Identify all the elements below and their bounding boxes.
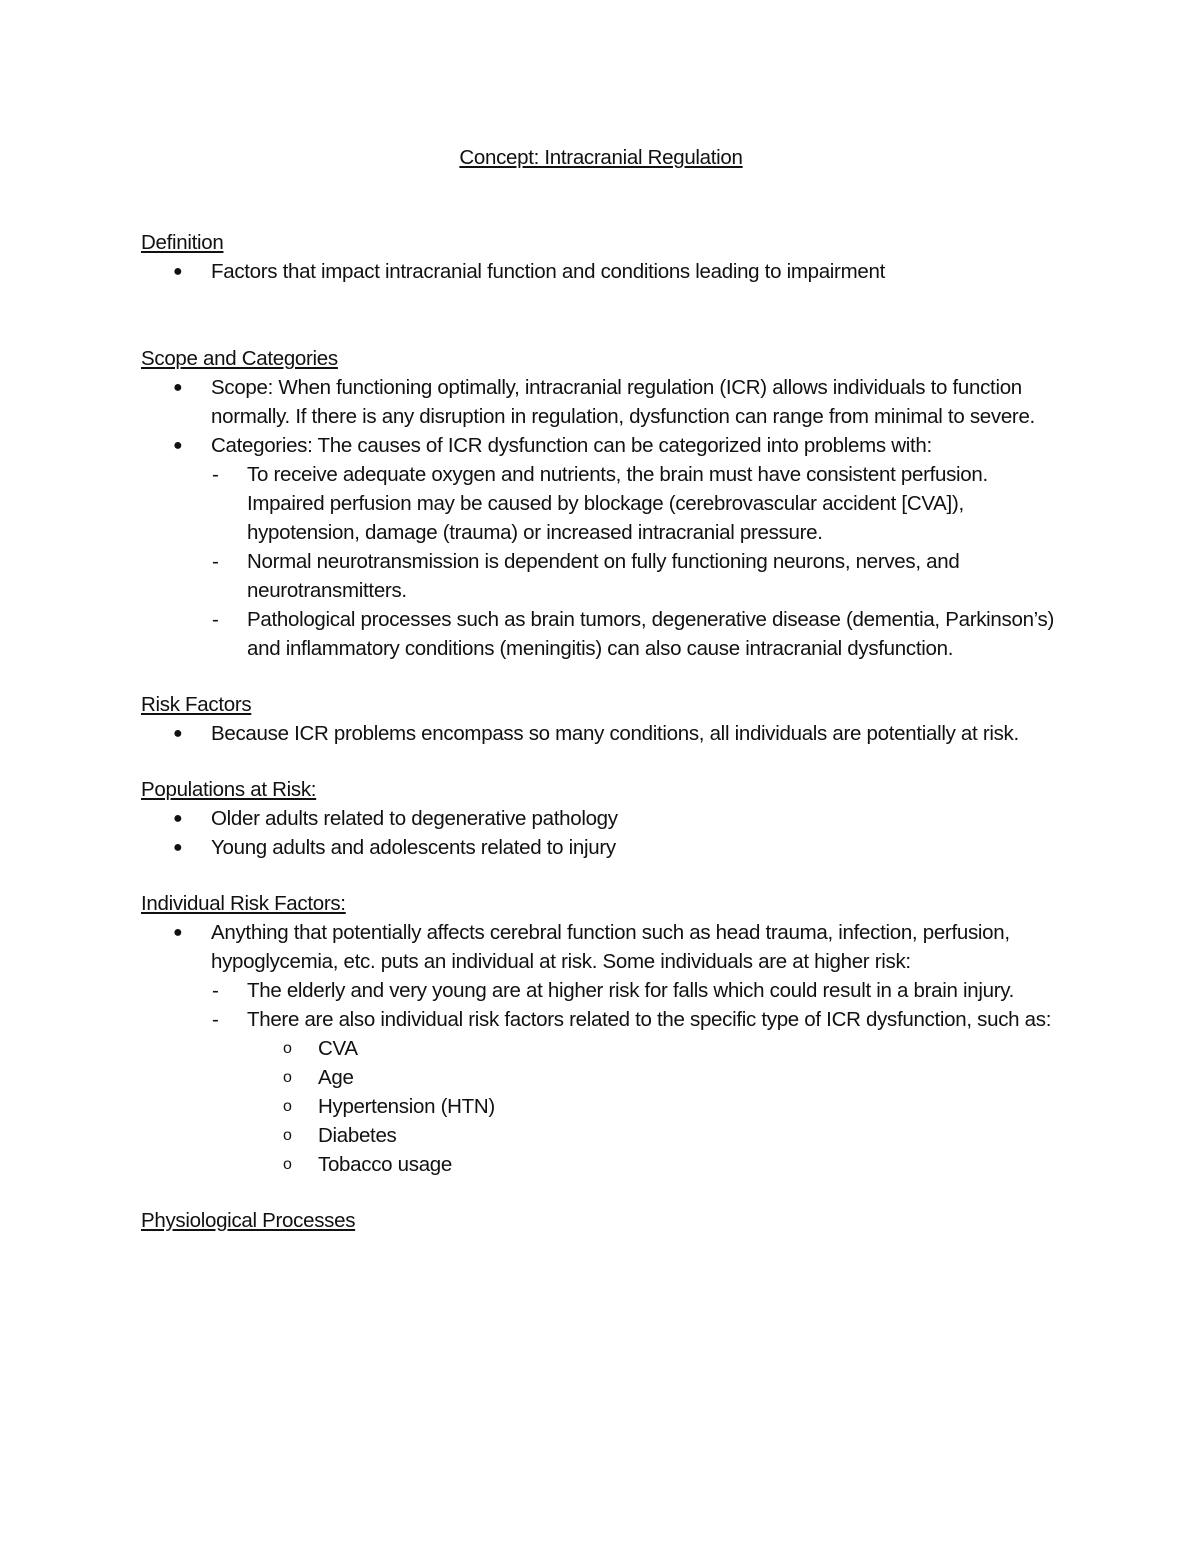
circle-bullet-icon: o (283, 1156, 292, 1173)
list-item (173, 833, 1061, 862)
sublist-item (212, 460, 1061, 547)
populations-heading: Populations at Risk: (141, 778, 317, 801)
populations-section (141, 775, 1061, 862)
list-item-text: Scope: When functioning optimally, intracranial regulation (ICR) allows individuals to function normally. If there is any disruption in regulation, dysfunction can range from minimal to severe. (211, 376, 1035, 428)
risk-factors-list (141, 719, 1061, 748)
list-item-text: Older adults related to degenerative pathology (211, 807, 618, 830)
circle-bullet-icon: o (283, 1098, 292, 1115)
individual-risk-heading: Individual Risk Factors: (141, 892, 346, 915)
specific-risk-text: Diabetes (318, 1124, 397, 1147)
sublist-item (212, 1005, 1061, 1179)
definition-list (141, 257, 1061, 286)
specific-risk-text: Age (318, 1066, 354, 1089)
bullet-icon: ● (173, 379, 183, 396)
list-item (173, 719, 1061, 748)
specific-risk-item (283, 1092, 1061, 1121)
list-item-text: Factors that impact intracranial function and conditions leading to impairment (211, 260, 885, 283)
circle-bullet-icon: o (283, 1069, 292, 1086)
list-item (173, 431, 1061, 663)
sublist-item (212, 605, 1061, 663)
list-item-text: Anything that potentially affects cerebral function such as head trauma, infection, perfusion, hypoglycemia, etc. puts an individual at risk. Some individuals are at higher risk: (211, 921, 1010, 973)
list-item-text: Because ICR problems encompass so many conditions, all individuals are potentially at risk. (211, 722, 1019, 745)
definition-heading: Definition (141, 231, 224, 254)
scope-section (141, 344, 1061, 663)
populations-list (141, 804, 1061, 862)
specific-risk-item (283, 1034, 1061, 1063)
individual-risk-list (141, 918, 1061, 1179)
dash-icon: - (212, 550, 219, 573)
scope-list (141, 373, 1061, 663)
risk-factors-heading: Risk Factors (141, 693, 252, 716)
bullet-icon: ● (173, 839, 183, 856)
bullet-icon: ● (173, 263, 183, 280)
dash-icon: - (212, 979, 219, 1002)
sublist-item-text: The elderly and very young are at higher risk for falls which could result in a brain injury. (247, 979, 1015, 1002)
bullet-icon: ● (173, 924, 183, 941)
list-item (173, 373, 1061, 431)
physiological-heading: Physiological Processes (141, 1209, 356, 1232)
specific-risk-item (283, 1121, 1061, 1150)
scope-heading: Scope and Categories (141, 347, 338, 370)
bullet-icon: ● (173, 437, 183, 454)
specific-risk-list (247, 1034, 1061, 1179)
bullet-icon: ● (173, 725, 183, 742)
categories-sublist (211, 460, 1061, 663)
individual-risk-sublist (211, 976, 1061, 1179)
risk-factors-section (141, 690, 1061, 748)
sublist-item (212, 547, 1061, 605)
physiological-section (141, 1206, 1061, 1235)
specific-risk-text: CVA (318, 1037, 358, 1060)
list-item-text: Categories: The causes of ICR dysfunction can be categorized into problems with: (211, 434, 932, 457)
individual-risk-section (141, 889, 1061, 1179)
specific-risk-text: Hypertension (HTN) (318, 1095, 495, 1118)
document-page (141, 143, 1061, 1235)
sublist-item-text: Normal neurotransmission is dependent on fully functioning neurons, nerves, and neurotransmitters. (247, 550, 960, 602)
specific-risk-item (283, 1150, 1061, 1179)
sublist-item-text: There are also individual risk factors related to the specific type of ICR dysfunction, such as: (247, 1008, 1052, 1031)
sublist-item-text: To receive adequate oxygen and nutrients, the brain must have consistent perfusion. Impaired perfusion may be caused by blockage (cerebrovascular accident [CVA]), hypotension, damage (trauma) or increased intracranial pressure. (247, 463, 988, 544)
circle-bullet-icon: o (283, 1127, 292, 1144)
circle-bullet-icon: o (283, 1040, 292, 1057)
sublist-item (212, 976, 1061, 1005)
list-item (173, 257, 1061, 286)
dash-icon: - (212, 463, 219, 486)
definition-section (141, 228, 1061, 286)
bullet-icon: ● (173, 810, 183, 827)
sublist-item-text: Pathological processes such as brain tumors, degenerative disease (dementia, Parkinson’s) and inflammatory conditions (meningitis) can also cause intracranial dysfunction. (247, 608, 1055, 660)
dash-icon: - (212, 608, 219, 631)
dash-icon: - (212, 1008, 219, 1031)
specific-risk-item (283, 1063, 1061, 1092)
list-item (173, 918, 1061, 1179)
list-item (173, 804, 1061, 833)
specific-risk-text: Tobacco usage (318, 1153, 453, 1176)
list-item-text: Young adults and adolescents related to injury (211, 836, 616, 859)
page-title: Concept: Intracranial Regulation (459, 146, 743, 169)
